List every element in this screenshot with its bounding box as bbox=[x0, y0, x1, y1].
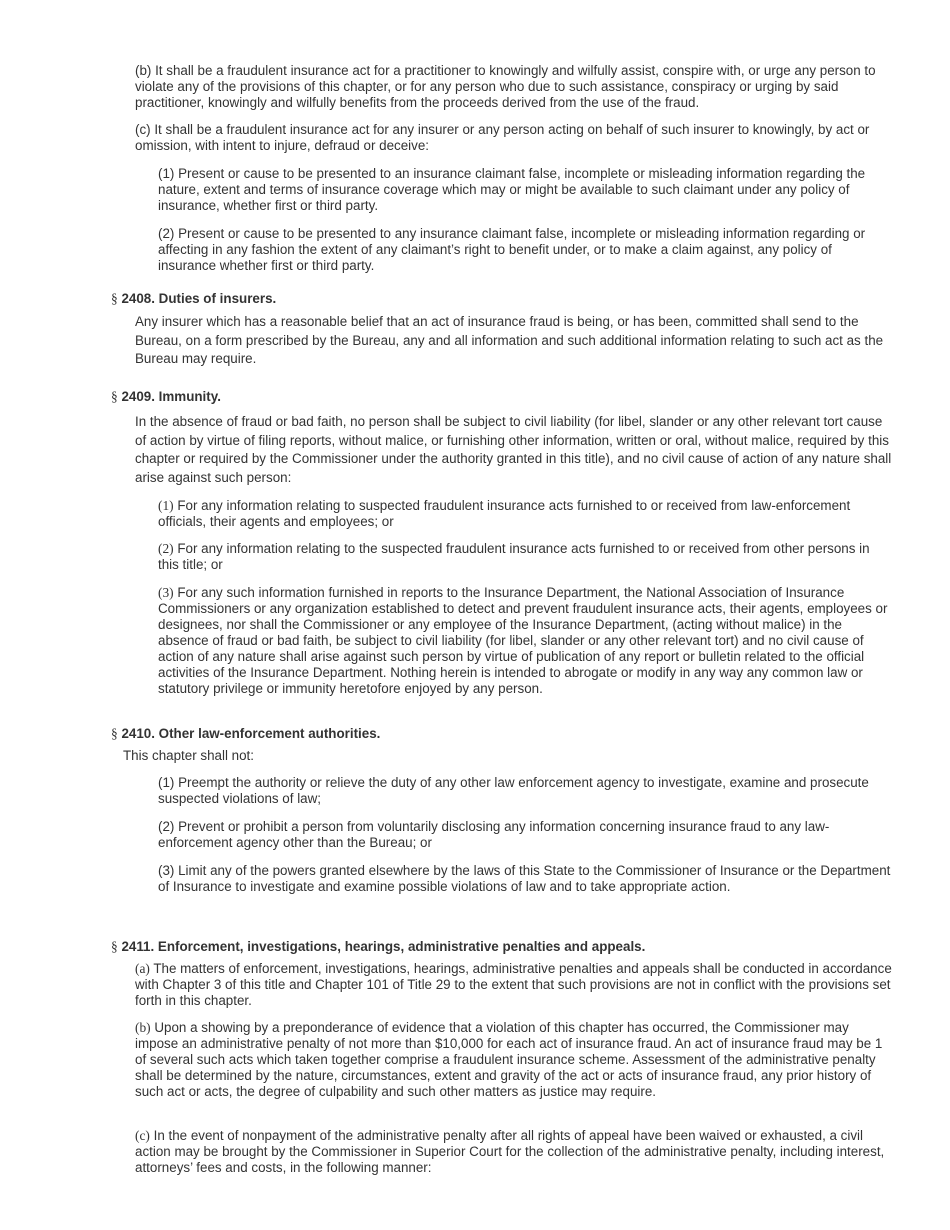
section-symbol: § bbox=[111, 291, 118, 306]
sec2407-paragraph-b: (b) It shall be a fraudulent insurance act for a practitioner to knowingly and wilfully assist, conspire with, or urge any person to violate any of the provisions of this chapter, or for any person who due to such assistance, conspiracy or urging by said practitioner, knowingly and wilfully benefits from the proceeds derived from the use of the fraud. bbox=[135, 63, 876, 110]
item-number: (b) bbox=[135, 1020, 151, 1035]
sec2408-heading bbox=[111, 291, 276, 307]
item-number: (3) bbox=[158, 585, 174, 600]
sec2409-title: 2409. Immunity. bbox=[121, 389, 221, 404]
sec2410-intro: This chapter shall not: bbox=[123, 748, 254, 763]
sec2410-item-3: (3) Limit any of the powers granted elsewhere by the laws of this State to the Commissioner of Insurance or the Department of Insurance to investigate and examine possible violations of law and to take appropriate action. bbox=[158, 863, 891, 894]
sec2407-item-c1: (1) Present or cause to be presented to an insurance claimant false, incomplete or misleading information regarding the nature, extent and terms of insurance coverage which may or might be available to such claimant under any policy of insurance, whether first or third party. bbox=[158, 166, 866, 213]
sec2409-item-3 bbox=[158, 585, 893, 697]
sec2407-paragraph-c: (c) It shall be a fraudulent insurance act for any insurer or any person acting on behalf of such insurer to knowingly, by act or omission, with intent to injure, defraud or deceive: bbox=[135, 122, 870, 153]
sec2409-item-1 bbox=[158, 498, 893, 530]
item-number: (a) bbox=[135, 961, 150, 976]
sec2410-item-2: (2) Prevent or prohibit a person from voluntarily disclosing any information concerning insurance fraud to any law-enforcement agency other than the Bureau; or bbox=[158, 819, 830, 850]
item-number: (2) bbox=[158, 541, 174, 556]
sec2409-text: In the absence of fraud or bad faith, no person shall be subject to civil liability (for libel, slander or any other relevant tort cause of action by virtue of filing reports, without malice, or furnishing other information, written or oral, without malice, required by this chapter or required by the Commissioner under the authority granted in this title), and no civil cause of action of any nature shall arise against such person: bbox=[135, 414, 892, 485]
sec2410-item-1: (1) Preempt the authority or relieve the duty of any other law enforcement agency to investigate, examine and prosecute suspected violations of law; bbox=[158, 775, 869, 806]
sec2410-heading bbox=[111, 726, 380, 742]
sec2407-item-c2: (2) Present or cause to be presented to any insurance claimant false, incomplete or misleading information regarding or affecting in any fashion the extent of any claimant’s right to benefit under, or to make a claim against, any policy of insurance whether first or third party. bbox=[158, 226, 866, 273]
sec2408-text: Any insurer which has a reasonable belief that an act of insurance fraud is being, or has been, committed shall send to the Bureau, on a form prescribed by the Bureau, any and all information and such additional information relating to such act as the Bureau may require. bbox=[135, 314, 884, 367]
section-symbol: § bbox=[111, 389, 118, 404]
sec2408-title: 2408. Duties of insurers. bbox=[121, 291, 277, 306]
sec2411-paragraph-c bbox=[135, 1128, 895, 1176]
sec2410-title: 2410. Other law-enforcement authorities. bbox=[121, 726, 381, 741]
item-text: In the event of nonpayment of the administrative penalty after all rights of appeal have been waived or exhausted, a civil action may be brought by the Commissioner in Superior Court for the collection of the administrative penalty, including interest, attorneys’ fees and costs, in the following manner: bbox=[135, 1128, 885, 1175]
item-text: For any information relating to suspected fraudulent insurance acts furnished to or received from law-enforcement officials, their agents and employees; or bbox=[158, 498, 851, 529]
sec2409-item-2 bbox=[158, 541, 893, 573]
section-symbol: § bbox=[111, 939, 118, 954]
sec2411-title: 2411. Enforcement, investigations, hearings, administrative penalties and appeals. bbox=[121, 939, 646, 954]
item-number: (c) bbox=[135, 1128, 150, 1143]
sec2411-paragraph-b bbox=[135, 1020, 895, 1100]
section-symbol: § bbox=[111, 726, 118, 741]
item-text: Upon a showing by a preponderance of evidence that a violation of this chapter has occurred, the Commissioner may impose an administrative penalty of not more than $10,000 for each act of insurance fraud. An act of insurance fraud may be 1 of several such acts which taken together comprise a fraudulent insurance scheme. Assessment of the administrative penalty shall be determined by the nature, circumstances, extent and gravity of the act or acts of insurance fraud, any prior history of such act or acts, the degree of culpability and such other matters as justice may require. bbox=[135, 1020, 883, 1099]
item-text: For any information relating to the suspected fraudulent insurance acts furnished to or received from other persons in this title; or bbox=[158, 541, 870, 572]
sec2411-heading bbox=[111, 939, 645, 955]
item-number: (1) bbox=[158, 498, 174, 513]
sec2409-heading bbox=[111, 389, 221, 405]
sec2411-paragraph-a bbox=[135, 961, 895, 1009]
item-text: For any such information furnished in reports to the Insurance Department, the National Association of Insurance Commissioners or any organization established to detect and prevent fraudulent insurance acts, their agents, employees or designees, nor shall the Commissioner or any employee of the Insurance Department, (acting without malice) in the absence of fraud or bad faith, be subject to civil liability (for libel, slander or any other relevant tort) and no civil cause of action of any nature shall arise against such person by virtue of publication of any report or bulletin related to the official activities of the Insurance Department. Nothing herein is intended to abrogate or modify in any way any common law or statutory privilege or immunity heretofore enjoyed by any person. bbox=[158, 585, 888, 696]
item-text: The matters of enforcement, investigations, hearings, administrative penalties and appeals shall be conducted in accordance with Chapter 3 of this title and Chapter 101 of Title 29 to the extent that such provisions are not in conflict with the provisions set forth in this chapter. bbox=[135, 961, 892, 1008]
